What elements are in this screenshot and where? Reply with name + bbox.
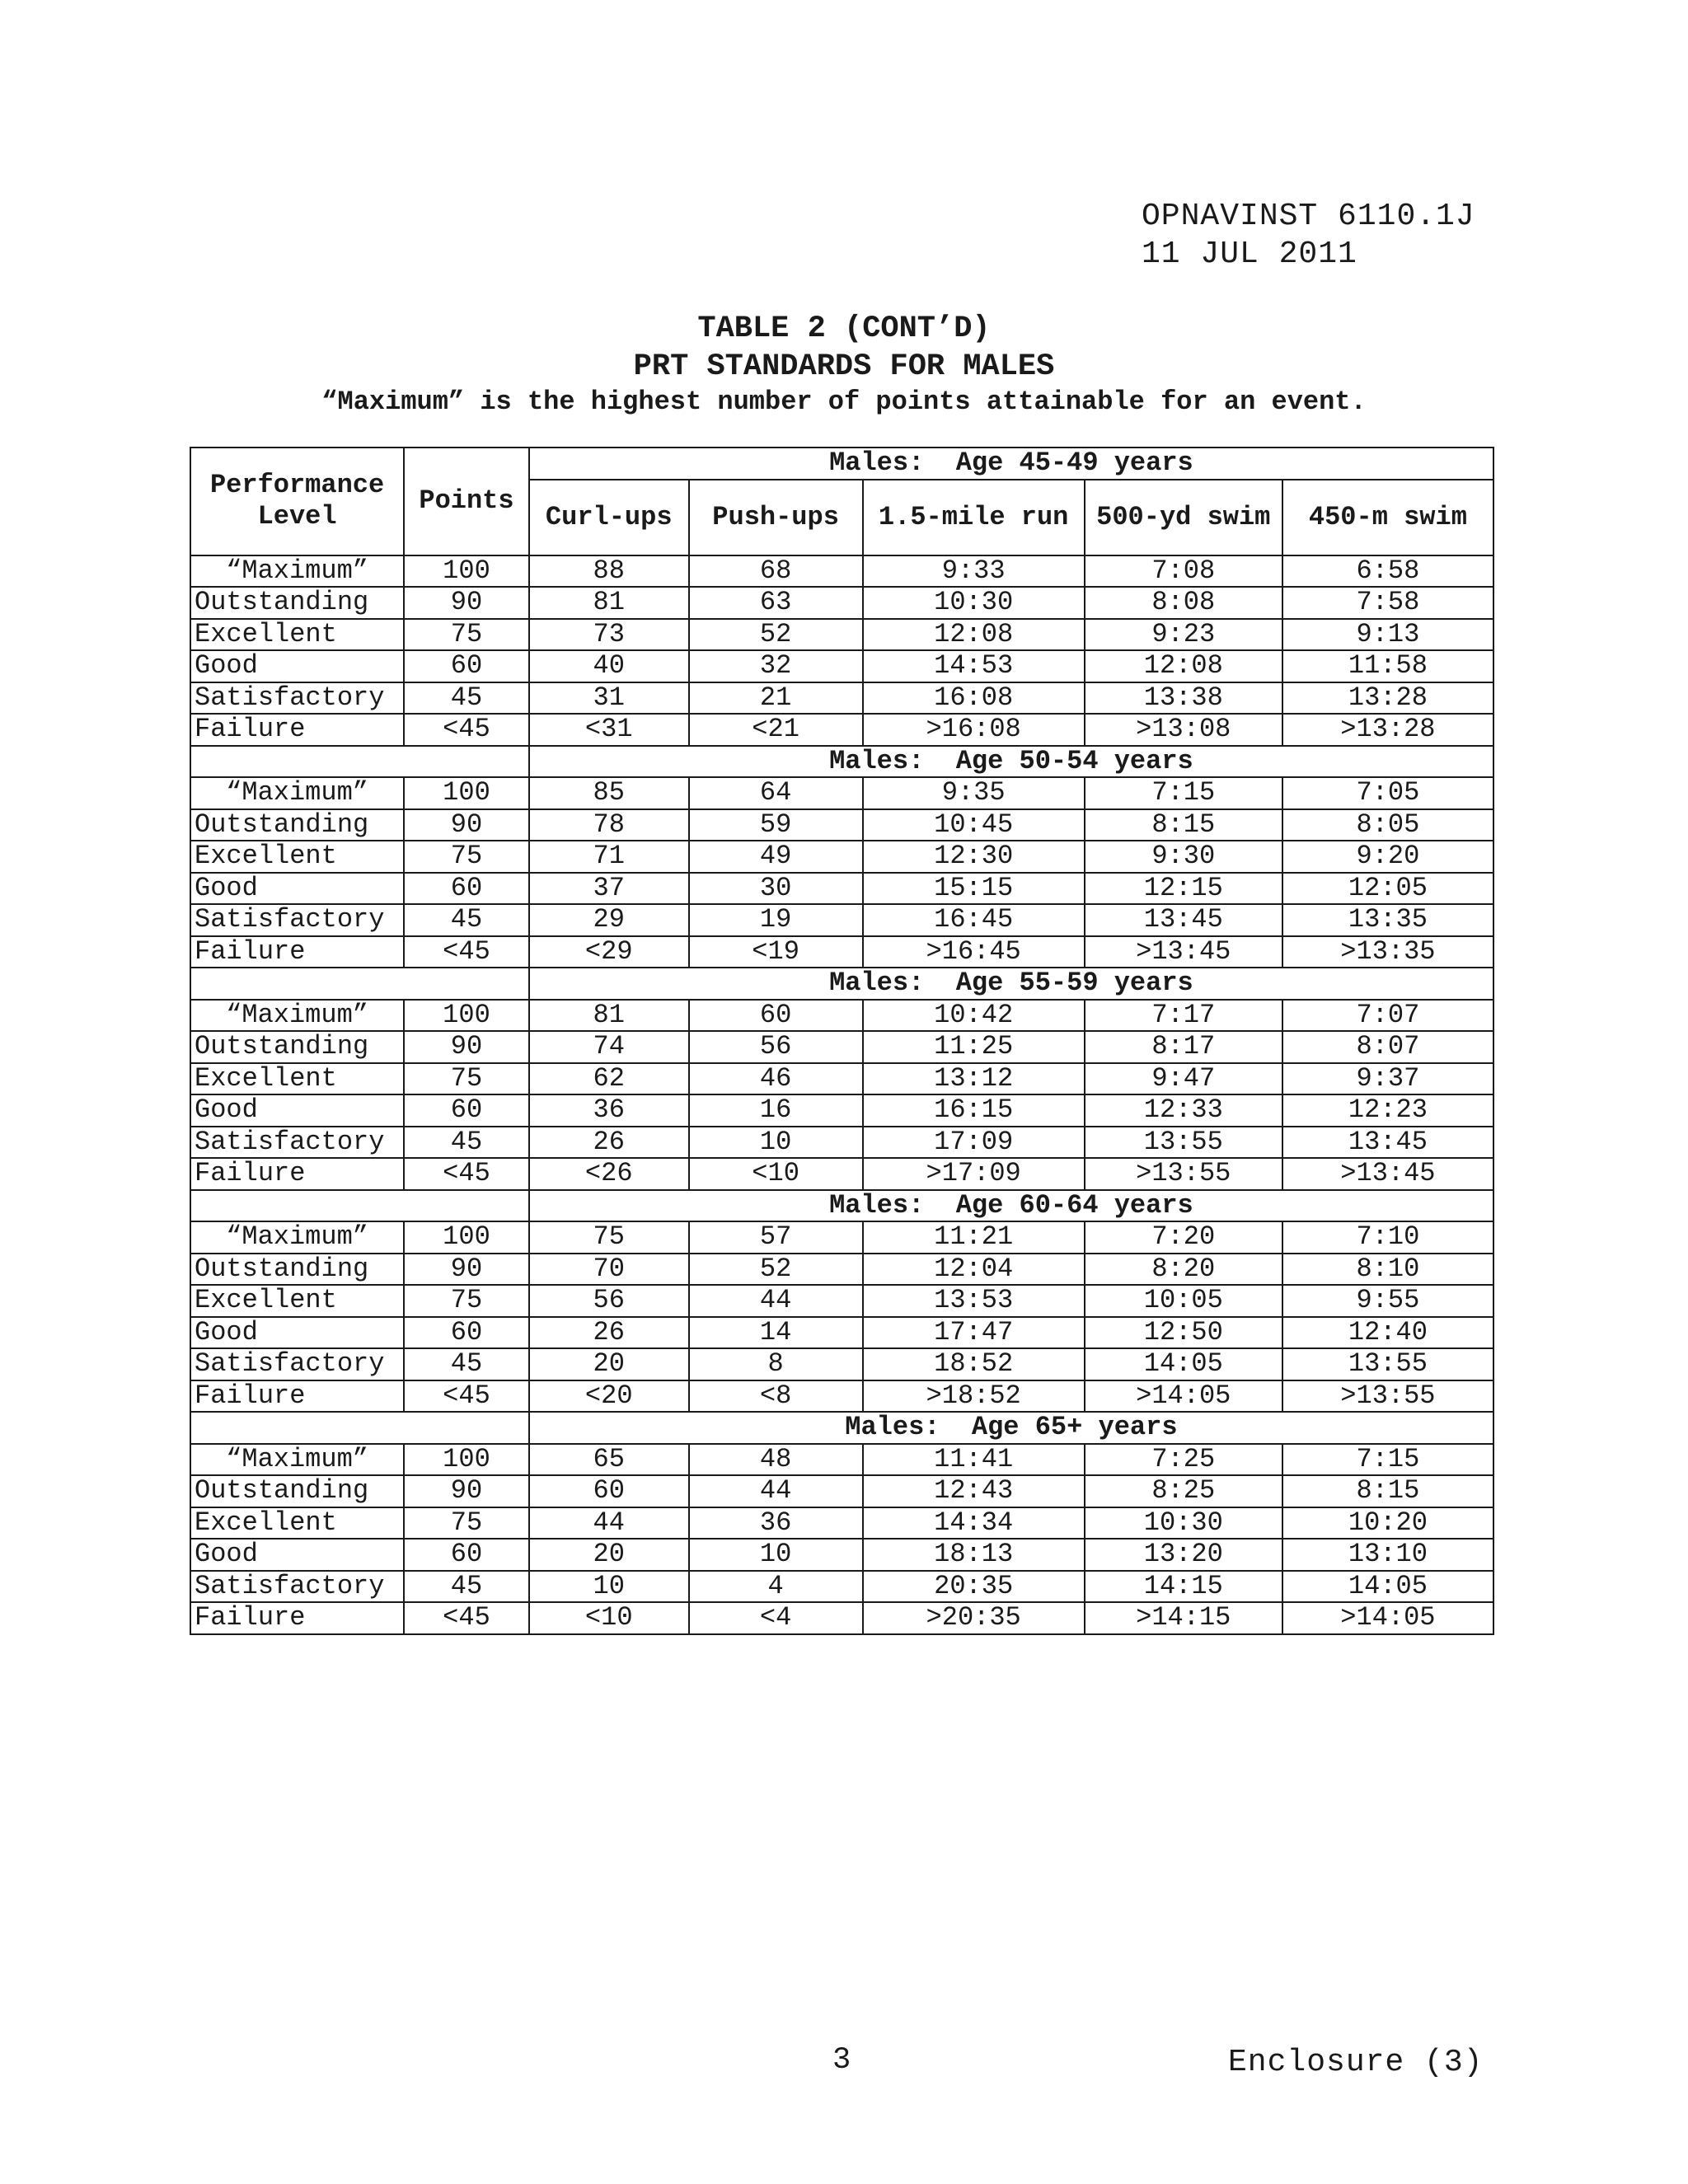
table-row bbox=[190, 619, 1493, 651]
cell-performance-level: Outstanding bbox=[190, 1475, 404, 1507]
cell-swim-500yd-time: 7:17 bbox=[1085, 1000, 1282, 1032]
cell-curl-ups: 81 bbox=[529, 1000, 689, 1032]
table-row bbox=[190, 1475, 1493, 1507]
cell-points: 100 bbox=[404, 1000, 529, 1032]
cell-points: 45 bbox=[404, 1571, 529, 1603]
cell-swim-450m-time: 7:15 bbox=[1282, 1444, 1493, 1476]
cell-swim-500yd-time: 8:17 bbox=[1085, 1031, 1282, 1063]
table-title-block bbox=[0, 310, 1688, 419]
cell-swim-450m-time: 9:37 bbox=[1282, 1063, 1493, 1095]
cell-swim-500yd-time: 13:45 bbox=[1085, 904, 1282, 936]
cell-performance-level: Failure bbox=[190, 1380, 404, 1413]
cell-push-ups: 10 bbox=[689, 1127, 863, 1159]
cell-push-ups: 36 bbox=[689, 1507, 863, 1540]
cell-run-time: 10:42 bbox=[863, 1000, 1085, 1032]
cell-curl-ups: 37 bbox=[529, 873, 689, 905]
column-header-curl-ups: Curl-ups bbox=[529, 480, 689, 555]
table-row bbox=[190, 714, 1493, 746]
cell-push-ups: 68 bbox=[689, 555, 863, 588]
cell-push-ups: <8 bbox=[689, 1380, 863, 1413]
group-row-spacer bbox=[190, 746, 529, 778]
table-row bbox=[190, 1254, 1493, 1286]
cell-swim-450m-time: 8:10 bbox=[1282, 1254, 1493, 1286]
cell-run-time: >18:52 bbox=[863, 1380, 1085, 1413]
cell-run-time: 18:52 bbox=[863, 1348, 1085, 1380]
cell-run-time: 16:15 bbox=[863, 1094, 1085, 1127]
cell-points: 90 bbox=[404, 1475, 529, 1507]
cell-performance-level: Outstanding bbox=[190, 1254, 404, 1286]
cell-performance-level: Failure bbox=[190, 1602, 404, 1634]
table-title: TABLE 2 (CONT’D) bbox=[697, 312, 991, 346]
cell-curl-ups: 44 bbox=[529, 1507, 689, 1540]
cell-curl-ups: 70 bbox=[529, 1254, 689, 1286]
cell-run-time: 11:25 bbox=[863, 1031, 1085, 1063]
cell-push-ups: 56 bbox=[689, 1031, 863, 1063]
cell-curl-ups: 20 bbox=[529, 1539, 689, 1571]
cell-push-ups: <10 bbox=[689, 1158, 863, 1190]
cell-run-time: 16:08 bbox=[863, 682, 1085, 715]
cell-push-ups: 52 bbox=[689, 1254, 863, 1286]
table-row bbox=[190, 555, 1493, 588]
cell-swim-450m-time: 8:15 bbox=[1282, 1475, 1493, 1507]
cell-curl-ups: 62 bbox=[529, 1063, 689, 1095]
cell-points: 90 bbox=[404, 1254, 529, 1286]
column-header-performance-level bbox=[190, 448, 404, 555]
cell-swim-450m-time: 9:13 bbox=[1282, 619, 1493, 651]
cell-swim-450m-time: >13:45 bbox=[1282, 1158, 1493, 1190]
cell-swim-500yd-time: 7:20 bbox=[1085, 1221, 1282, 1254]
cell-performance-level: Good bbox=[190, 650, 404, 682]
cell-points: 60 bbox=[404, 873, 529, 905]
cell-performance-level: “Maximum” bbox=[190, 777, 404, 809]
cell-performance-level: Satisfactory bbox=[190, 1348, 404, 1380]
cell-swim-450m-time: >14:05 bbox=[1282, 1602, 1493, 1634]
instruction-number: OPNAVINST 6110.1J bbox=[1142, 199, 1475, 234]
cell-points: 90 bbox=[404, 809, 529, 841]
cell-run-time: 12:30 bbox=[863, 841, 1085, 873]
cell-performance-level: “Maximum” bbox=[190, 1000, 404, 1032]
cell-push-ups: 60 bbox=[689, 1000, 863, 1032]
cell-swim-500yd-time: 13:38 bbox=[1085, 682, 1282, 715]
age-group-row bbox=[190, 1412, 1493, 1444]
cell-swim-450m-time: 12:05 bbox=[1282, 873, 1493, 905]
cell-points: 100 bbox=[404, 777, 529, 809]
cell-performance-level: Outstanding bbox=[190, 587, 404, 619]
cell-points: <45 bbox=[404, 936, 529, 968]
cell-run-time: >17:09 bbox=[863, 1158, 1085, 1190]
table-row bbox=[190, 936, 1493, 968]
cell-swim-450m-time: 13:35 bbox=[1282, 904, 1493, 936]
cell-swim-500yd-time: >13:45 bbox=[1085, 936, 1282, 968]
cell-curl-ups: <31 bbox=[529, 714, 689, 746]
age-group-header: Males: Age 50-54 years bbox=[529, 746, 1493, 778]
cell-curl-ups: 71 bbox=[529, 841, 689, 873]
cell-push-ups: 21 bbox=[689, 682, 863, 715]
cell-run-time: 12:08 bbox=[863, 619, 1085, 651]
prt-standards-table bbox=[190, 447, 1494, 1635]
cell-run-time: 13:53 bbox=[863, 1285, 1085, 1317]
cell-push-ups: <19 bbox=[689, 936, 863, 968]
cell-swim-500yd-time: 8:25 bbox=[1085, 1475, 1282, 1507]
cell-performance-level: Outstanding bbox=[190, 809, 404, 841]
cell-push-ups: 19 bbox=[689, 904, 863, 936]
table-row bbox=[190, 1317, 1493, 1349]
group-row-spacer bbox=[190, 1190, 529, 1222]
cell-push-ups: 63 bbox=[689, 587, 863, 619]
age-group-row bbox=[190, 746, 1493, 778]
cell-swim-500yd-time: 9:23 bbox=[1085, 619, 1282, 651]
cell-curl-ups: 20 bbox=[529, 1348, 689, 1380]
table-note: “Maximum” is the highest number of points attainable for an event. bbox=[321, 387, 1367, 417]
cell-push-ups: 14 bbox=[689, 1317, 863, 1349]
cell-push-ups: 48 bbox=[689, 1444, 863, 1476]
age-group-row bbox=[190, 968, 1493, 1000]
cell-curl-ups: 26 bbox=[529, 1317, 689, 1349]
cell-run-time: 10:30 bbox=[863, 587, 1085, 619]
cell-points: 45 bbox=[404, 904, 529, 936]
cell-swim-450m-time: 14:05 bbox=[1282, 1571, 1493, 1603]
age-group-header: Males: Age 55-59 years bbox=[529, 968, 1493, 1000]
cell-performance-level: “Maximum” bbox=[190, 1221, 404, 1254]
cell-points: 75 bbox=[404, 1285, 529, 1317]
cell-push-ups: <21 bbox=[689, 714, 863, 746]
cell-push-ups: 32 bbox=[689, 650, 863, 682]
cell-curl-ups: <20 bbox=[529, 1380, 689, 1413]
cell-points: 100 bbox=[404, 1221, 529, 1254]
cell-run-time: 9:33 bbox=[863, 555, 1085, 588]
cell-swim-450m-time: 7:05 bbox=[1282, 777, 1493, 809]
cell-swim-450m-time: 8:05 bbox=[1282, 809, 1493, 841]
cell-swim-500yd-time: 10:30 bbox=[1085, 1507, 1282, 1540]
cell-swim-500yd-time: 14:05 bbox=[1085, 1348, 1282, 1380]
cell-swim-500yd-time: >13:08 bbox=[1085, 714, 1282, 746]
cell-run-time: 14:53 bbox=[863, 650, 1085, 682]
document-identifier bbox=[1142, 198, 1475, 274]
table-row bbox=[190, 1380, 1493, 1413]
cell-swim-450m-time: >13:35 bbox=[1282, 936, 1493, 968]
table-row bbox=[190, 1285, 1493, 1317]
cell-performance-level: Satisfactory bbox=[190, 1571, 404, 1603]
cell-performance-level: “Maximum” bbox=[190, 555, 404, 588]
cell-curl-ups: 40 bbox=[529, 650, 689, 682]
cell-curl-ups: <29 bbox=[529, 936, 689, 968]
cell-push-ups: 57 bbox=[689, 1221, 863, 1254]
table-subtitle: PRT STANDARDS FOR MALES bbox=[633, 349, 1055, 384]
age-group-header: Males: Age 65+ years bbox=[529, 1412, 1493, 1444]
table-row bbox=[190, 1602, 1493, 1634]
cell-curl-ups: 26 bbox=[529, 1127, 689, 1159]
cell-curl-ups: 56 bbox=[529, 1285, 689, 1317]
cell-push-ups: 59 bbox=[689, 809, 863, 841]
cell-points: <45 bbox=[404, 714, 529, 746]
group-row-spacer bbox=[190, 1412, 529, 1444]
cell-swim-500yd-time: 12:33 bbox=[1085, 1094, 1282, 1127]
cell-curl-ups: 73 bbox=[529, 619, 689, 651]
page-number: 3 bbox=[832, 2043, 851, 2078]
group-row-spacer bbox=[190, 968, 529, 1000]
cell-performance-level: Excellent bbox=[190, 841, 404, 873]
cell-swim-450m-time: 7:58 bbox=[1282, 587, 1493, 619]
cell-run-time: 11:21 bbox=[863, 1221, 1085, 1254]
cell-curl-ups: 75 bbox=[529, 1221, 689, 1254]
cell-curl-ups: <26 bbox=[529, 1158, 689, 1190]
cell-run-time: 15:15 bbox=[863, 873, 1085, 905]
cell-run-time: 12:43 bbox=[863, 1475, 1085, 1507]
cell-performance-level: Good bbox=[190, 873, 404, 905]
cell-curl-ups: 88 bbox=[529, 555, 689, 588]
cell-curl-ups: 78 bbox=[529, 809, 689, 841]
cell-swim-450m-time: 10:20 bbox=[1282, 1507, 1493, 1540]
age-group-header: Males: Age 60-64 years bbox=[529, 1190, 1493, 1222]
cell-push-ups: 46 bbox=[689, 1063, 863, 1095]
cell-points: <45 bbox=[404, 1380, 529, 1413]
cell-curl-ups: 81 bbox=[529, 587, 689, 619]
cell-performance-level: Satisfactory bbox=[190, 904, 404, 936]
cell-run-time: 17:47 bbox=[863, 1317, 1085, 1349]
cell-points: 75 bbox=[404, 1063, 529, 1095]
cell-run-time: 16:45 bbox=[863, 904, 1085, 936]
cell-swim-450m-time: >13:28 bbox=[1282, 714, 1493, 746]
table-header bbox=[190, 448, 1493, 555]
cell-run-time: 17:09 bbox=[863, 1127, 1085, 1159]
cell-swim-450m-time: >13:55 bbox=[1282, 1380, 1493, 1413]
cell-run-time: 18:13 bbox=[863, 1539, 1085, 1571]
cell-run-time: 20:35 bbox=[863, 1571, 1085, 1603]
cell-curl-ups: 31 bbox=[529, 682, 689, 715]
cell-swim-500yd-time: >13:55 bbox=[1085, 1158, 1282, 1190]
cell-swim-500yd-time: 12:50 bbox=[1085, 1317, 1282, 1349]
cell-push-ups: 64 bbox=[689, 777, 863, 809]
cell-push-ups: 44 bbox=[689, 1475, 863, 1507]
cell-points: 60 bbox=[404, 650, 529, 682]
cell-push-ups: 30 bbox=[689, 873, 863, 905]
cell-curl-ups: 10 bbox=[529, 1571, 689, 1603]
cell-points: 90 bbox=[404, 1031, 529, 1063]
cell-points: 45 bbox=[404, 682, 529, 715]
cell-performance-level: Excellent bbox=[190, 1507, 404, 1540]
cell-swim-450m-time: 13:28 bbox=[1282, 682, 1493, 715]
cell-curl-ups: 36 bbox=[529, 1094, 689, 1127]
cell-swim-450m-time: 8:07 bbox=[1282, 1031, 1493, 1063]
cell-performance-level: Satisfactory bbox=[190, 1127, 404, 1159]
cell-performance-level: Excellent bbox=[190, 1285, 404, 1317]
cell-push-ups: 10 bbox=[689, 1539, 863, 1571]
table-row bbox=[190, 841, 1493, 873]
table-row bbox=[190, 587, 1493, 619]
table-row bbox=[190, 1094, 1493, 1127]
cell-run-time: 9:35 bbox=[863, 777, 1085, 809]
cell-swim-500yd-time: 13:20 bbox=[1085, 1539, 1282, 1571]
column-header-push-ups: Push-ups bbox=[689, 480, 863, 555]
cell-points: 100 bbox=[404, 555, 529, 588]
cell-swim-500yd-time: 12:15 bbox=[1085, 873, 1282, 905]
cell-swim-500yd-time: 13:55 bbox=[1085, 1127, 1282, 1159]
column-header-run: 1.5-mile run bbox=[863, 480, 1085, 555]
table-row bbox=[190, 809, 1493, 841]
cell-performance-level: Good bbox=[190, 1539, 404, 1571]
cell-run-time: >16:08 bbox=[863, 714, 1085, 746]
cell-run-time: 12:04 bbox=[863, 1254, 1085, 1286]
cell-run-time: 11:41 bbox=[863, 1444, 1085, 1476]
cell-push-ups: <4 bbox=[689, 1602, 863, 1634]
cell-curl-ups: <10 bbox=[529, 1602, 689, 1634]
cell-points: <45 bbox=[404, 1158, 529, 1190]
cell-swim-500yd-time: 10:05 bbox=[1085, 1285, 1282, 1317]
age-group-row bbox=[190, 1190, 1493, 1222]
cell-points: 75 bbox=[404, 1507, 529, 1540]
cell-swim-450m-time: 13:45 bbox=[1282, 1127, 1493, 1159]
cell-points: 75 bbox=[404, 619, 529, 651]
cell-push-ups: 4 bbox=[689, 1571, 863, 1603]
table-row bbox=[190, 1571, 1493, 1603]
table-row bbox=[190, 1539, 1493, 1571]
cell-swim-450m-time: 13:55 bbox=[1282, 1348, 1493, 1380]
table-row bbox=[190, 1221, 1493, 1254]
table-row bbox=[190, 1158, 1493, 1190]
group-header-age-45-49: Males: Age 45-49 years bbox=[529, 448, 1493, 480]
cell-run-time: 10:45 bbox=[863, 809, 1085, 841]
cell-points: 75 bbox=[404, 841, 529, 873]
cell-curl-ups: 74 bbox=[529, 1031, 689, 1063]
cell-swim-500yd-time: 7:25 bbox=[1085, 1444, 1282, 1476]
cell-swim-500yd-time: 8:15 bbox=[1085, 809, 1282, 841]
table-row bbox=[190, 1063, 1493, 1095]
cell-run-time: >20:35 bbox=[863, 1602, 1085, 1634]
cell-run-time: 14:34 bbox=[863, 1507, 1085, 1540]
table-row bbox=[190, 650, 1493, 682]
cell-swim-450m-time: 11:58 bbox=[1282, 650, 1493, 682]
cell-points: 45 bbox=[404, 1348, 529, 1380]
cell-push-ups: 52 bbox=[689, 619, 863, 651]
cell-swim-500yd-time: 12:08 bbox=[1085, 650, 1282, 682]
cell-swim-500yd-time: 8:20 bbox=[1085, 1254, 1282, 1286]
cell-push-ups: 44 bbox=[689, 1285, 863, 1317]
cell-curl-ups: 85 bbox=[529, 777, 689, 809]
table-row bbox=[190, 1000, 1493, 1032]
cell-points: 60 bbox=[404, 1539, 529, 1571]
table-row bbox=[190, 682, 1493, 715]
cell-push-ups: 8 bbox=[689, 1348, 863, 1380]
column-header-points: Points bbox=[404, 448, 529, 555]
table-row bbox=[190, 1127, 1493, 1159]
cell-points: 45 bbox=[404, 1127, 529, 1159]
cell-swim-450m-time: 12:23 bbox=[1282, 1094, 1493, 1127]
cell-swim-450m-time: 6:58 bbox=[1282, 555, 1493, 588]
column-header-performance-line1: Performance bbox=[209, 470, 385, 501]
cell-points: 60 bbox=[404, 1094, 529, 1127]
table-row bbox=[190, 904, 1493, 936]
cell-swim-450m-time: 9:55 bbox=[1282, 1285, 1493, 1317]
cell-swim-500yd-time: 7:08 bbox=[1085, 555, 1282, 588]
cell-swim-450m-time: 13:10 bbox=[1282, 1539, 1493, 1571]
cell-push-ups: 49 bbox=[689, 841, 863, 873]
cell-points: <45 bbox=[404, 1602, 529, 1634]
cell-swim-500yd-time: >14:05 bbox=[1085, 1380, 1282, 1413]
table-row bbox=[190, 1031, 1493, 1063]
table-row bbox=[190, 777, 1493, 809]
column-header-500yd-swim: 500-yd swim bbox=[1085, 480, 1282, 555]
cell-run-time: >16:45 bbox=[863, 936, 1085, 968]
table-body bbox=[190, 555, 1493, 1634]
cell-run-time: 13:12 bbox=[863, 1063, 1085, 1095]
cell-swim-500yd-time: 14:15 bbox=[1085, 1571, 1282, 1603]
table-row bbox=[190, 1507, 1493, 1540]
cell-swim-450m-time: 7:10 bbox=[1282, 1221, 1493, 1254]
instruction-date: 11 JUL 2011 bbox=[1142, 237, 1357, 272]
cell-curl-ups: 65 bbox=[529, 1444, 689, 1476]
cell-points: 90 bbox=[404, 587, 529, 619]
cell-push-ups: 16 bbox=[689, 1094, 863, 1127]
cell-curl-ups: 29 bbox=[529, 904, 689, 936]
cell-performance-level: Outstanding bbox=[190, 1031, 404, 1063]
cell-swim-500yd-time: >14:15 bbox=[1085, 1602, 1282, 1634]
enclosure-label: Enclosure (3) bbox=[1228, 2045, 1484, 2080]
cell-performance-level: Excellent bbox=[190, 619, 404, 651]
cell-points: 60 bbox=[404, 1317, 529, 1349]
column-header-performance-line2: Level bbox=[257, 501, 337, 532]
cell-performance-level: Failure bbox=[190, 936, 404, 968]
cell-performance-level: Excellent bbox=[190, 1063, 404, 1095]
cell-swim-500yd-time: 8:08 bbox=[1085, 587, 1282, 619]
cell-swim-500yd-time: 7:15 bbox=[1085, 777, 1282, 809]
cell-swim-500yd-time: 9:47 bbox=[1085, 1063, 1282, 1095]
cell-performance-level: Satisfactory bbox=[190, 682, 404, 715]
cell-performance-level: “Maximum” bbox=[190, 1444, 404, 1476]
cell-swim-450m-time: 12:40 bbox=[1282, 1317, 1493, 1349]
cell-swim-450m-time: 9:20 bbox=[1282, 841, 1493, 873]
column-header-450m-swim: 450-m swim bbox=[1282, 480, 1493, 555]
table-row bbox=[190, 1444, 1493, 1476]
cell-swim-500yd-time: 9:30 bbox=[1085, 841, 1282, 873]
cell-performance-level: Failure bbox=[190, 1158, 404, 1190]
table-row bbox=[190, 1348, 1493, 1380]
cell-performance-level: Good bbox=[190, 1317, 404, 1349]
cell-points: 100 bbox=[404, 1444, 529, 1476]
cell-swim-450m-time: 7:07 bbox=[1282, 1000, 1493, 1032]
cell-performance-level: Failure bbox=[190, 714, 404, 746]
cell-performance-level: Good bbox=[190, 1094, 404, 1127]
table-row bbox=[190, 873, 1493, 905]
cell-curl-ups: 60 bbox=[529, 1475, 689, 1507]
